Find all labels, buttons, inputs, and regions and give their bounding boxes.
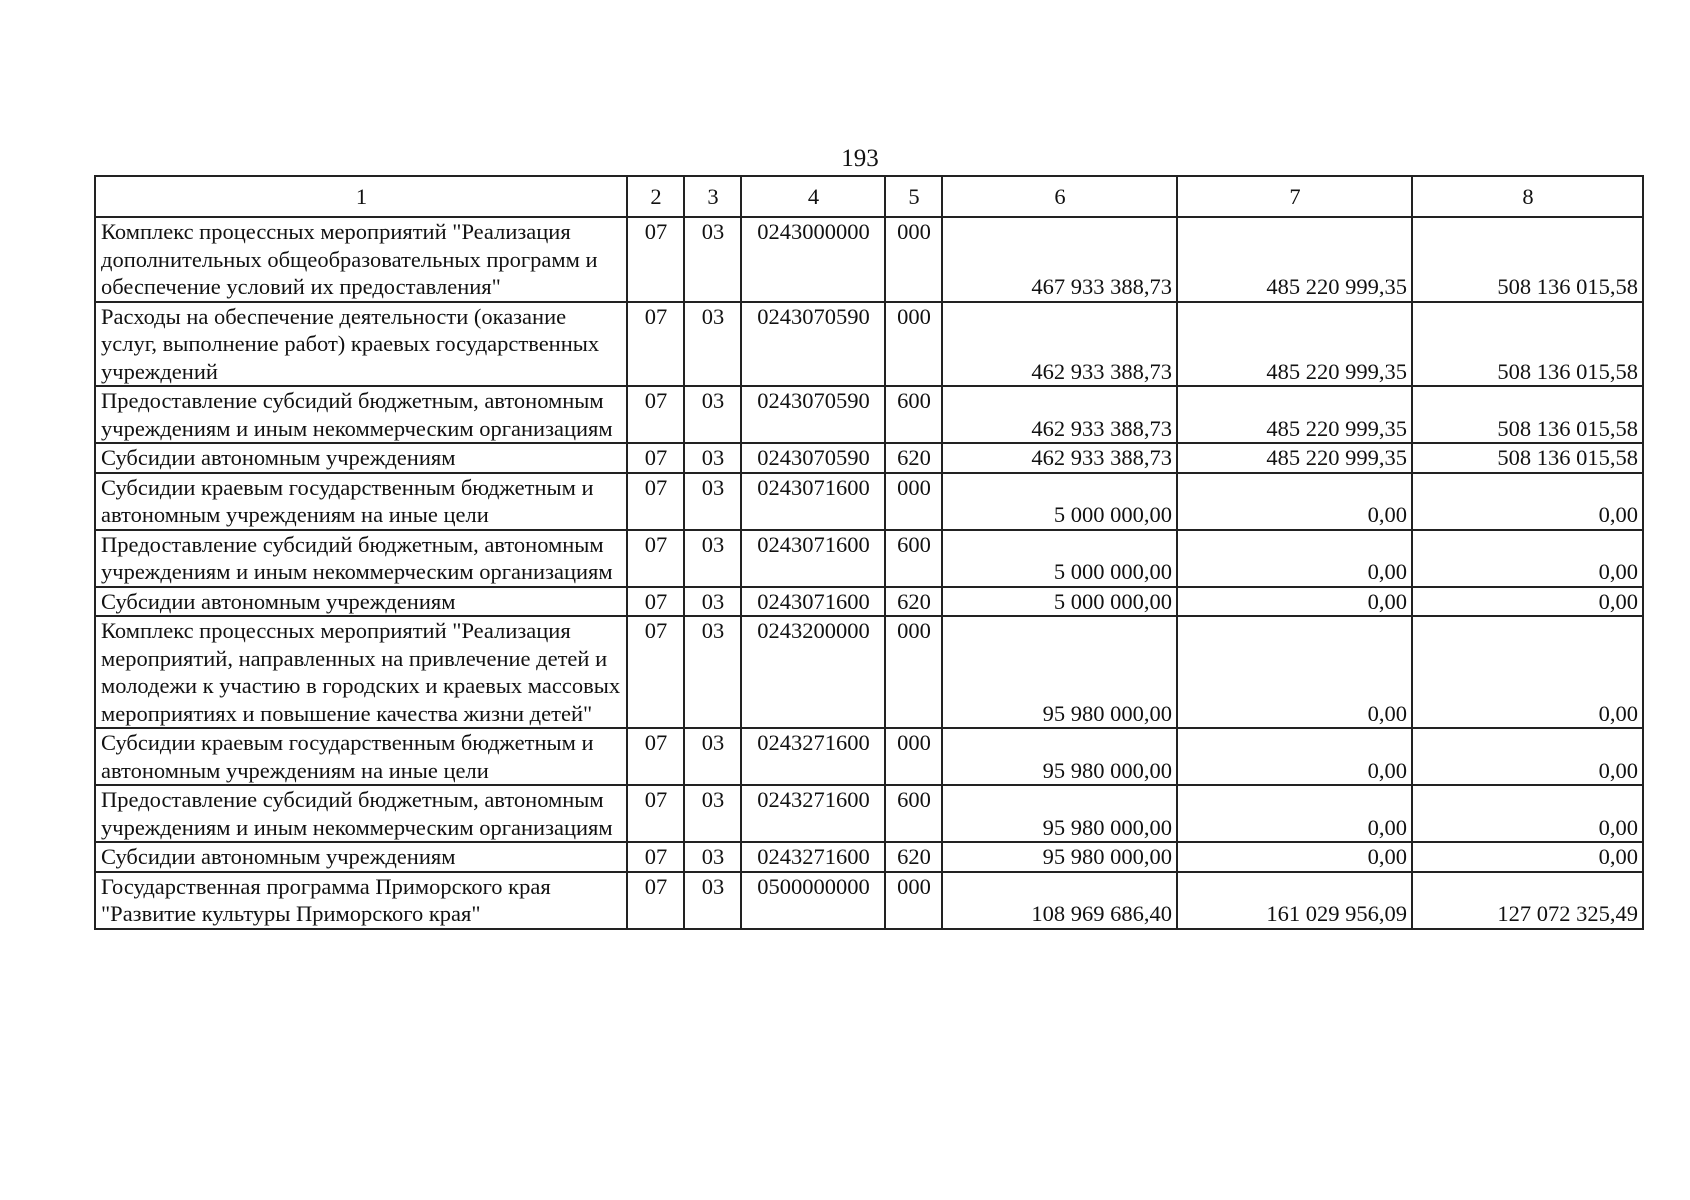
expense-type-cell: 000 — [885, 728, 942, 785]
table-row — [95, 728, 1643, 785]
header-cell: 7 — [1177, 176, 1412, 217]
target-article-cell: 0243271600 — [741, 728, 885, 785]
table-row — [95, 302, 1643, 387]
amount-col7-cell: 0,00 — [1177, 530, 1412, 587]
amount-col8-cell: 127 072 325,49 — [1412, 872, 1643, 929]
amount-col6-cell: 95 980 000,00 — [942, 616, 1177, 728]
table-row — [95, 473, 1643, 530]
subsection-code-cell: 03 — [684, 872, 741, 929]
table-row — [95, 587, 1643, 617]
row-name-cell: Субсидии краевым государственным бюджетным и автономным учреждениям на иные цели — [95, 728, 627, 785]
amount-col7-cell: 0,00 — [1177, 785, 1412, 842]
target-article-cell: 0500000000 — [741, 872, 885, 929]
amount-col6-cell: 462 933 388,73 — [942, 302, 1177, 387]
amount-col6-cell: 95 980 000,00 — [942, 785, 1177, 842]
subsection-code-cell: 03 — [684, 616, 741, 728]
subsection-code-cell: 03 — [684, 530, 741, 587]
row-name-cell: Государственная программа Приморского края "Развитие культуры Приморского края" — [95, 872, 627, 929]
table-row — [95, 386, 1643, 443]
section-code-cell: 07 — [627, 443, 684, 473]
expense-type-cell: 600 — [885, 785, 942, 842]
row-name-cell: Предоставление субсидий бюджетным, автономным учреждениям и иным некоммерческим организациям — [95, 530, 627, 587]
amount-col6-cell: 5 000 000,00 — [942, 587, 1177, 617]
header-cell: 6 — [942, 176, 1177, 217]
budget-table — [94, 175, 1644, 930]
header-cell: 8 — [1412, 176, 1643, 217]
amount-col8-cell: 0,00 — [1412, 473, 1643, 530]
section-code-cell: 07 — [627, 530, 684, 587]
amount-col8-cell: 508 136 015,58 — [1412, 217, 1643, 302]
amount-col8-cell: 508 136 015,58 — [1412, 302, 1643, 387]
subsection-code-cell: 03 — [684, 443, 741, 473]
row-name-cell: Субсидии краевым государственным бюджетным и автономным учреждениям на иные цели — [95, 473, 627, 530]
amount-col7-cell: 0,00 — [1177, 616, 1412, 728]
expense-type-cell: 620 — [885, 443, 942, 473]
amount-col6-cell: 95 980 000,00 — [942, 842, 1177, 872]
amount-col8-cell: 508 136 015,58 — [1412, 443, 1643, 473]
target-article-cell: 0243071600 — [741, 530, 885, 587]
row-name-cell: Предоставление субсидий бюджетным, автономным учреждениям и иным некоммерческим организациям — [95, 785, 627, 842]
amount-col7-cell: 0,00 — [1177, 842, 1412, 872]
section-code-cell: 07 — [627, 842, 684, 872]
amount-col6-cell: 5 000 000,00 — [942, 473, 1177, 530]
amount-col6-cell: 462 933 388,73 — [942, 386, 1177, 443]
expense-type-cell: 620 — [885, 587, 942, 617]
amount-col6-cell: 467 933 388,73 — [942, 217, 1177, 302]
row-name-cell: Расходы на обеспечение деятельности (оказание услуг, выполнение работ) краевых государственных учреждений — [95, 302, 627, 387]
header-cell: 2 — [627, 176, 684, 217]
table-row — [95, 217, 1643, 302]
section-code-cell: 07 — [627, 728, 684, 785]
table-row — [95, 785, 1643, 842]
expense-type-cell: 000 — [885, 302, 942, 387]
subsection-code-cell: 03 — [684, 842, 741, 872]
amount-col7-cell: 161 029 956,09 — [1177, 872, 1412, 929]
expense-type-cell: 600 — [885, 386, 942, 443]
subsection-code-cell: 03 — [684, 728, 741, 785]
amount-col7-cell: 0,00 — [1177, 473, 1412, 530]
amount-col8-cell: 0,00 — [1412, 616, 1643, 728]
section-code-cell: 07 — [627, 872, 684, 929]
section-code-cell: 07 — [627, 473, 684, 530]
target-article-cell: 0243071600 — [741, 473, 885, 530]
section-code-cell: 07 — [627, 302, 684, 387]
amount-col8-cell: 0,00 — [1412, 842, 1643, 872]
section-code-cell: 07 — [627, 785, 684, 842]
amount-col8-cell: 0,00 — [1412, 587, 1643, 617]
table-row — [95, 872, 1643, 929]
header-row — [95, 176, 1643, 217]
header-cell: 4 — [741, 176, 885, 217]
amount-col6-cell: 5 000 000,00 — [942, 530, 1177, 587]
section-code-cell: 07 — [627, 616, 684, 728]
row-name-cell: Комплекс процессных мероприятий "Реализация дополнительных общеобразовательных программ и обеспечение условий их предоставления" — [95, 217, 627, 302]
amount-col8-cell: 0,00 — [1412, 530, 1643, 587]
amount-col7-cell: 0,00 — [1177, 587, 1412, 617]
page-number: 193 — [841, 145, 879, 172]
row-name-cell: Субсидии автономным учреждениям — [95, 842, 627, 872]
amount-col7-cell: 485 220 999,35 — [1177, 443, 1412, 473]
header-cell: 1 — [95, 176, 627, 217]
target-article-cell: 0243071600 — [741, 587, 885, 617]
expense-type-cell: 600 — [885, 530, 942, 587]
subsection-code-cell: 03 — [684, 302, 741, 387]
amount-col8-cell: 508 136 015,58 — [1412, 386, 1643, 443]
table-row — [95, 842, 1643, 872]
table-row — [95, 530, 1643, 587]
header-cell: 3 — [684, 176, 741, 217]
amount-col7-cell: 485 220 999,35 — [1177, 217, 1412, 302]
target-article-cell: 0243271600 — [741, 785, 885, 842]
target-article-cell: 0243070590 — [741, 302, 885, 387]
target-article-cell: 0243070590 — [741, 443, 885, 473]
target-article-cell: 0243070590 — [741, 386, 885, 443]
row-name-cell: Субсидии автономным учреждениям — [95, 443, 627, 473]
amount-col6-cell: 108 969 686,40 — [942, 872, 1177, 929]
section-code-cell: 07 — [627, 386, 684, 443]
amount-col6-cell: 462 933 388,73 — [942, 443, 1177, 473]
subsection-code-cell: 03 — [684, 473, 741, 530]
expense-type-cell: 000 — [885, 616, 942, 728]
header-cell: 5 — [885, 176, 942, 217]
section-code-cell: 07 — [627, 587, 684, 617]
subsection-code-cell: 03 — [684, 587, 741, 617]
table-row — [95, 616, 1643, 728]
expense-type-cell: 620 — [885, 842, 942, 872]
row-name-cell: Комплекс процессных мероприятий "Реализация мероприятий, направленных на привлечение детей и молодежи к участию в городских и краевых массовых мероприятиях и повышение качества жизни детей" — [95, 616, 627, 728]
target-article-cell: 0243000000 — [741, 217, 885, 302]
amount-col8-cell: 0,00 — [1412, 785, 1643, 842]
expense-type-cell: 000 — [885, 217, 942, 302]
target-article-cell: 0243271600 — [741, 842, 885, 872]
target-article-cell: 0243200000 — [741, 616, 885, 728]
subsection-code-cell: 03 — [684, 785, 741, 842]
amount-col8-cell: 0,00 — [1412, 728, 1643, 785]
amount-col7-cell: 0,00 — [1177, 728, 1412, 785]
row-name-cell: Субсидии автономным учреждениям — [95, 587, 627, 617]
expense-type-cell: 000 — [885, 473, 942, 530]
expense-type-cell: 000 — [885, 872, 942, 929]
subsection-code-cell: 03 — [684, 217, 741, 302]
subsection-code-cell: 03 — [684, 386, 741, 443]
table-row — [95, 443, 1643, 473]
section-code-cell: 07 — [627, 217, 684, 302]
amount-col7-cell: 485 220 999,35 — [1177, 386, 1412, 443]
row-name-cell: Предоставление субсидий бюджетным, автономным учреждениям и иным некоммерческим организациям — [95, 386, 627, 443]
amount-col6-cell: 95 980 000,00 — [942, 728, 1177, 785]
amount-col7-cell: 485 220 999,35 — [1177, 302, 1412, 387]
